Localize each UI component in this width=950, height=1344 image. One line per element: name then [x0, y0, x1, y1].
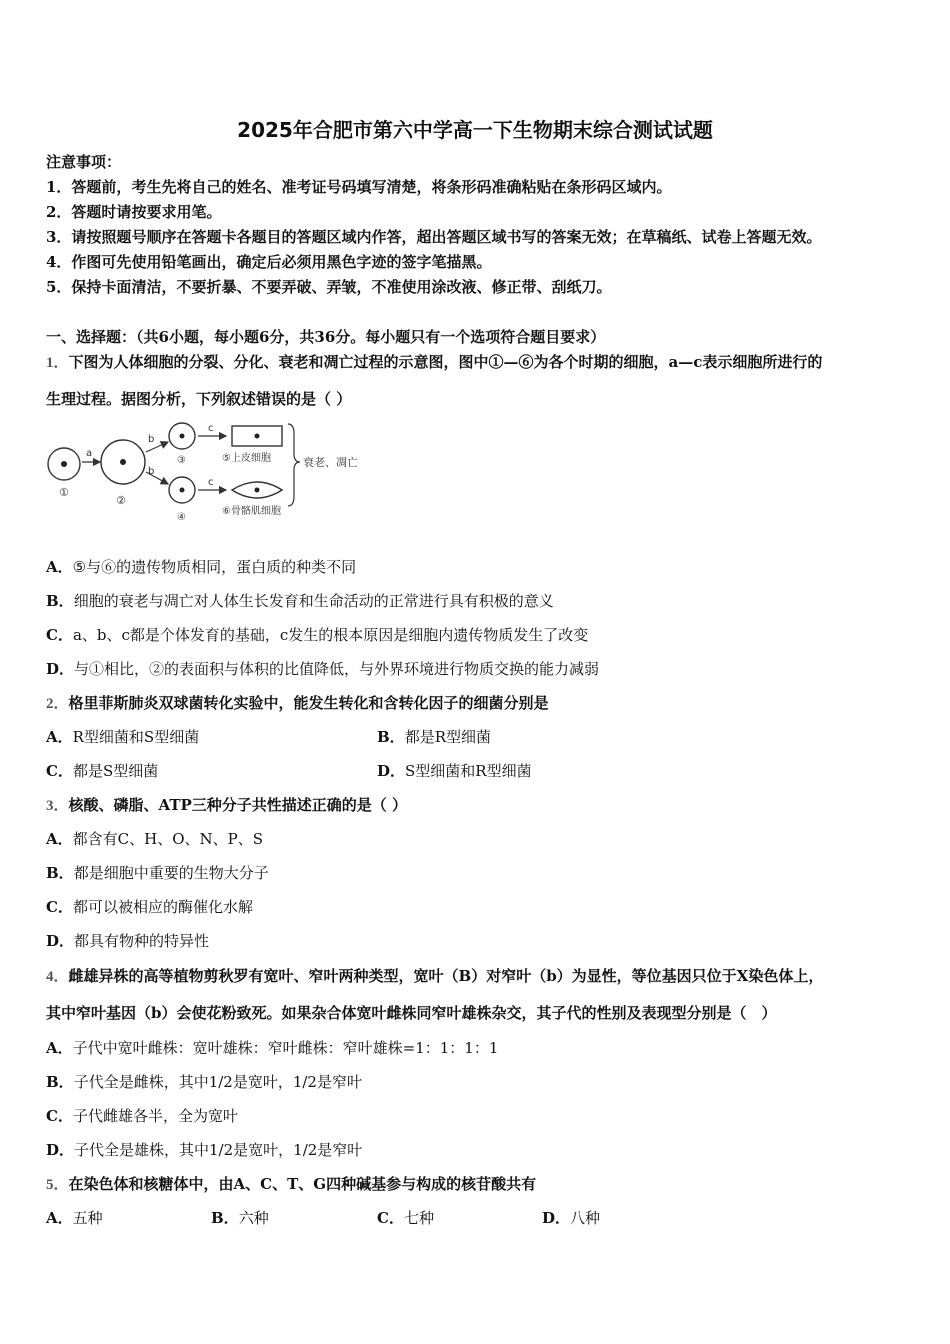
cell-5-label: ⑤上皮细胞	[222, 453, 271, 464]
option: B．都是R型细菌	[377, 728, 491, 746]
cell-6-label: ⑥骨骼肌细胞	[222, 506, 281, 517]
option: C．都是S型细菌	[46, 762, 159, 780]
notice-item: 3．请按照题号顺序在答题卡各题目的答题区域内作答，超出答题区域书写的答案无效；在草稿纸、试卷上答题无效。	[46, 228, 822, 246]
cell-label: ②	[116, 494, 126, 507]
question-number: 1．	[46, 355, 69, 371]
notice-item: 2．答题时请按要求用笔。	[46, 203, 222, 221]
question-1-stem-cont: 生理过程。据图分析，下列叙述错误的是（ ）	[46, 390, 352, 408]
cell-label: ①	[59, 486, 69, 499]
option: C．七种	[377, 1209, 434, 1227]
notice-item: 4．作图可先使用铅笔画出，确定后必须用黑色字迹的签字笔描黑。	[46, 253, 492, 271]
process-label: b	[148, 466, 155, 477]
question-4-stem-cont: 其中窄叶基因（b）会使花粉致死。如果杂合体宽叶雌株同窄叶雄株杂交，其子代的性别及表现型分别是（ ）	[46, 1004, 777, 1022]
process-label: c	[208, 423, 214, 434]
option: D．S型细菌和R型细菌	[377, 762, 532, 780]
brace-label: 衰老、凋亡	[303, 456, 358, 469]
question-4-stem: 4．雌雄异株的高等植物剪秋罗有宽叶、窄叶两种类型，宽叶（B）对窄叶（b）为显性，等位基因只位于X染色体上，	[46, 967, 824, 985]
option: C．都可以被相应的酶催化水解	[46, 898, 253, 916]
question-stem-text: 下图为人体细胞的分裂、分化、衰老和凋亡过程的示意图，图中①—⑥为各个时期的细胞，a—c表示细胞所进行的	[68, 353, 823, 371]
question-2-stem: 2．格里菲斯肺炎双球菌转化实验中，能发生转化和含转化因子的细菌分别是	[46, 694, 549, 712]
page-title: 2025年合肥市第六中学高一下生物期末综合测试试题	[237, 118, 713, 142]
option: D．子代全是雄株，其中1/2是宽叶，1/2是窄叶	[46, 1141, 363, 1159]
question-3-stem: 3．核酸、磷脂、ATP三种分子共性描述正确的是（ ）	[46, 796, 407, 814]
option: A．五种	[46, 1209, 103, 1227]
cell-label: ④	[177, 512, 186, 523]
notice-heading: 注意事项：	[46, 153, 122, 171]
question-5-stem: 5．在染色体和核糖体中，由A、C、T、G四种碱基参与构成的核苷酸共有	[46, 1175, 537, 1193]
cell-label: ③	[177, 455, 186, 466]
option: A．R型细菌和S型细菌	[46, 728, 200, 746]
option: B．都是细胞中重要的生物大分子	[46, 864, 269, 882]
notice-item: 1．答题前，考生先将自己的姓名、准考证号码填写清楚，将条形码准确粘贴在条形码区域内。	[46, 178, 672, 196]
process-label: a	[86, 448, 93, 459]
process-label: b	[148, 434, 155, 445]
option: D．与①相比，②的表面积与体积的比值降低，与外界环境进行物质交换的能力减弱	[46, 660, 600, 678]
option: B．子代全是雌株，其中1/2是宽叶，1/2是窄叶	[46, 1073, 362, 1091]
question-1-stem	[46, 352, 822, 373]
option: B．六种	[211, 1209, 269, 1227]
option: B．细胞的衰老与凋亡对人体生长发育和生命活动的正常进行具有积极的意义	[46, 592, 554, 610]
section-heading: 一、选择题：（共6小题，每小题6分，共36分。每小题只有一个选项符合题目要求）	[46, 328, 606, 346]
option: C．子代雌雄各半，全为宽叶	[46, 1107, 238, 1125]
option: A．都含有C、H、O、N、P、S	[46, 830, 263, 848]
option: A．⑤与⑥的遗传物质相同，蛋白质的种类不同	[46, 558, 357, 576]
notice-item: 5．保持卡面清洁，不要折暴、不要弄破、弄皱，不准使用涂改液、修正带、刮纸刀。	[46, 278, 612, 296]
option: A．子代中宽叶雌株：宽叶雄株：窄叶雌株：窄叶雄株=1：1：1：1	[46, 1039, 499, 1057]
option: D．都具有物种的特异性	[46, 932, 210, 950]
cell-process-diagram	[42, 414, 372, 530]
option: C．a、b、c都是个体发育的基础，c发生的根本原因是细胞内遗传物质发生了改变	[46, 626, 589, 644]
process-label: c	[208, 477, 214, 488]
option: D．八种	[542, 1209, 601, 1227]
